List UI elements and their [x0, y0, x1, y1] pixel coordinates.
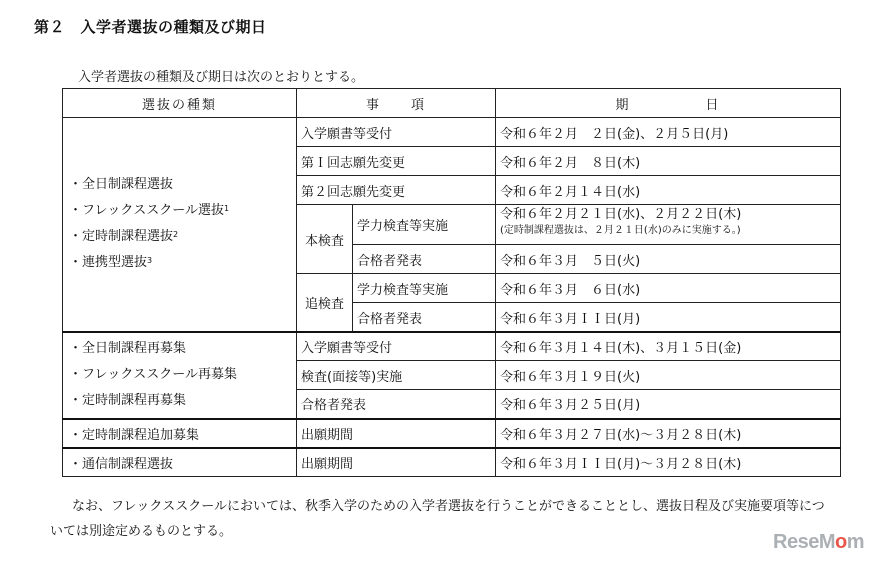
date-cell: 令和６年３月１４日(木)、３月１５日(金): [496, 332, 841, 361]
category-cell-regular: [63, 118, 297, 332]
item-cell: 出願期間: [297, 419, 496, 448]
category-item: ・全日制課程再募集: [69, 341, 187, 356]
date-cell: 令和６年３月ＩＩ日(月)～３月２８日(木): [496, 448, 841, 477]
follow-exam-label: 追検査: [297, 274, 353, 332]
table-row: [63, 448, 841, 477]
date-note: (定時制課程選抜は、２月２１日(水)のみに実施する。): [500, 225, 741, 236]
header-item: 事 項: [297, 89, 496, 118]
date-cell: 令和６年２月１４日(水): [496, 176, 841, 205]
category-item: ・連携型選抜$^3$: [69, 255, 153, 271]
table-header-row: [63, 89, 841, 118]
table-row: [63, 332, 841, 361]
category-cell-recruit: [63, 332, 297, 419]
category-item: ・定時制課程選抜$^2$: [69, 229, 179, 245]
item-cell: 入学願書等受付: [297, 118, 496, 147]
category-cell-additional: ・定時制課程追加募集: [63, 419, 297, 448]
date-cell: 令和６年３月２７日(水)～３月２８日(木): [496, 419, 841, 448]
schedule-table: [62, 88, 841, 477]
table-row: [63, 419, 841, 448]
item-cell: 第Ｉ回志願先変更: [297, 147, 496, 176]
date-cell: 令和６年３月 ６日(水): [496, 274, 841, 303]
date-cell: 令和６年３月２５日(月): [496, 390, 841, 419]
item-cell: 入学願書等受付: [297, 332, 496, 361]
category-cell-correspondence: ・通信制課程選抜: [63, 448, 297, 477]
date-cell: 令和６年２月２１日(水)、２月２２日(木) (定時制課程選抜は、２月２１日(水)のみに実施する。): [496, 205, 841, 245]
item-cell: 第２回志願先変更: [297, 176, 496, 205]
item-cell: 学力検査等実施: [353, 205, 496, 245]
category-item: ・フレックススクール選抜$^1$: [69, 203, 230, 219]
date-cell: 令和６年３月ＩＩ日(月): [496, 303, 841, 332]
item-cell: 合格者発表: [353, 303, 496, 332]
intro-text: 入学者選抜の種類及び期日は次のとおりとする。: [78, 70, 365, 85]
date-cell: 令和６年３月１９日(火): [496, 361, 841, 390]
item-cell: 合格者発表: [353, 245, 496, 274]
category-item: ・定時制課程再募集: [69, 393, 187, 408]
table-row: [63, 118, 841, 147]
item-cell: 合格者発表: [297, 390, 496, 419]
header-date: 期 日: [496, 89, 841, 118]
item-cell: 学力検査等実施: [353, 274, 496, 303]
main-exam-label: 本検査: [297, 205, 353, 274]
category-item: ・全日制課程選抜: [69, 177, 174, 193]
resemom-logo: ReseMom: [773, 531, 864, 553]
date-cell: 令和６年２月 ２日(金)、２月５日(月): [496, 118, 841, 147]
header-type: 選抜の種類: [63, 89, 297, 118]
date-cell: 令和６年２月 ８日(木): [496, 147, 841, 176]
date-cell: 令和６年３月 ５日(火): [496, 245, 841, 274]
item-cell: 検査(面接等)実施: [297, 361, 496, 390]
item-cell: 出願期間: [297, 448, 496, 477]
footer-note: なお、フレックススクールにおいては、秋季入学のための入学者選抜を行うことができることとし、選抜日程及び実施要項等については別途定めるものとする。: [50, 499, 825, 539]
section-heading: 第２ 入学者選抜の種類及び期日: [34, 18, 267, 36]
category-item: ・フレックススクール再募集: [69, 367, 237, 382]
